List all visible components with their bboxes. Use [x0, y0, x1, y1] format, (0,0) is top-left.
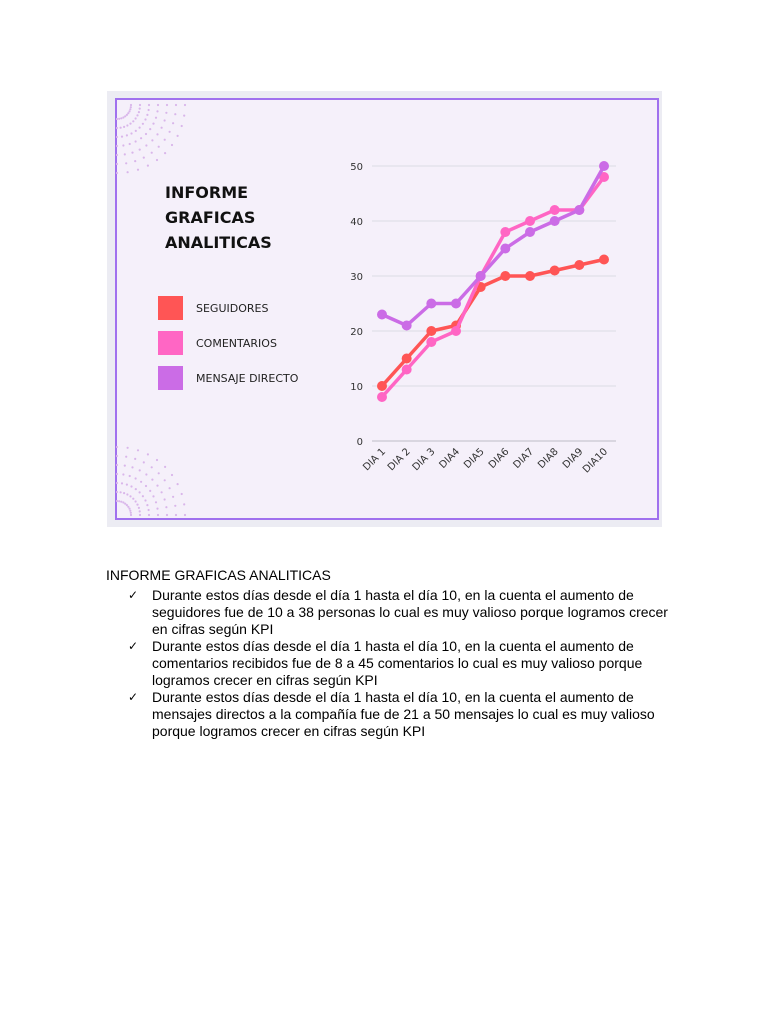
checkmark-icon: ✓	[128, 639, 139, 653]
x-tick-label: DIA4	[437, 446, 463, 471]
y-tick-label: 0	[356, 437, 363, 448]
report-section	[106, 567, 686, 740]
chart-title-line-2: GRAFICAS	[165, 208, 256, 227]
y-tick-label: 10	[350, 382, 363, 393]
report-title: INFORME GRAFICAS ANALITICAS	[106, 567, 331, 583]
x-tick-label: DIA10	[580, 446, 611, 476]
legend-label: MENSAJE DIRECTO	[196, 372, 299, 385]
x-tick-label: DIA7	[511, 446, 537, 471]
x-tick-label: DIA5	[462, 446, 487, 471]
y-tick-label: 20	[350, 327, 363, 338]
checkmark-icon: ✓	[128, 690, 139, 704]
chart-title-line-1: INFORME	[165, 183, 249, 202]
x-tick-label: DIA 3	[410, 446, 438, 474]
legend-label: COMENTARIOS	[196, 337, 277, 350]
report-item	[106, 587, 686, 638]
legend-label: SEGUIDORES	[196, 302, 269, 315]
x-tick-label: DIA8	[536, 446, 561, 471]
x-tick-label: DIA9	[560, 446, 586, 471]
report-item	[106, 638, 686, 689]
x-tick-label: DIA 1	[361, 446, 389, 474]
chart-title-line-3: ANALITICAS	[165, 233, 272, 252]
report-item-text: Durante estos días desde el día 1 hasta el día 10, en la cuenta el aumento de seguidores fue de 10 a 38 personas lo cual es muy valioso porque logramos crecer en cifras según KPI	[152, 587, 668, 637]
report-item	[106, 689, 686, 740]
report-item-text: Durante estos días desde el día 1 hasta el día 10, en la cuenta el aumento de comentarios recibidos fue de 8 a 45 comentarios lo cual es muy valioso porque logramos crecer en cifras según KPI	[152, 638, 643, 688]
report-item-text: Durante estos días desde el día 1 hasta el día 10, en la cuenta el aumento de mensajes directos a la compañía fue de 21 a 50 mensajes lo cual es muy valioso porque logramos crecer en cifras según KPI	[152, 689, 655, 739]
chart-card	[115, 98, 659, 520]
checkmark-icon: ✓	[128, 588, 139, 602]
x-tick-label: DIA6	[486, 446, 512, 471]
y-tick-label: 50	[350, 162, 363, 173]
report-list	[106, 587, 686, 740]
y-tick-label: 40	[350, 217, 363, 228]
x-tick-label: DIA 2	[385, 446, 413, 474]
y-tick-label: 30	[350, 272, 363, 283]
